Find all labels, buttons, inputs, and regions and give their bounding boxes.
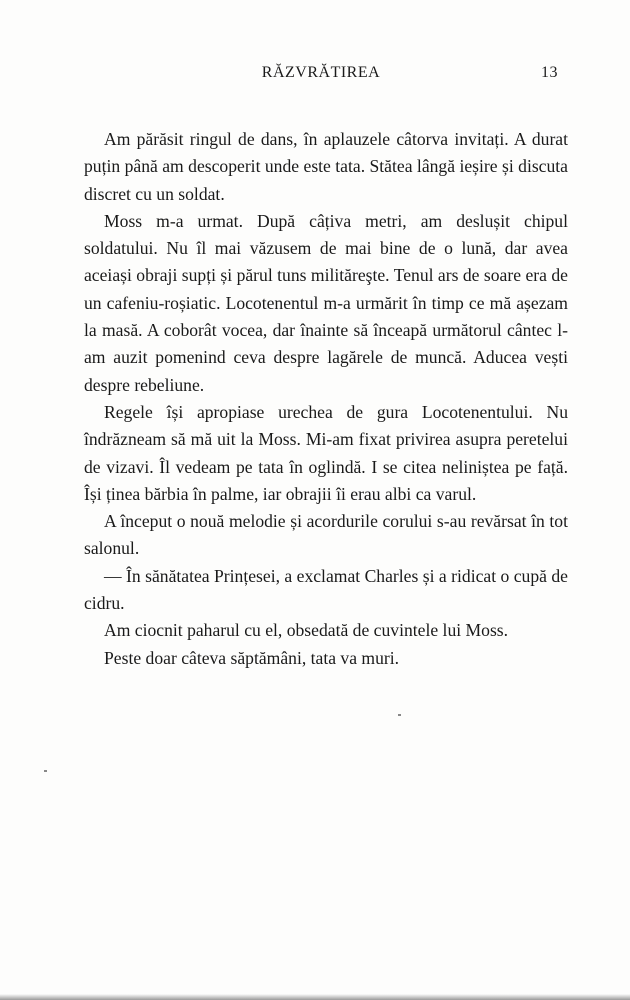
running-title: RĂZVRĂTIREA xyxy=(261,64,381,81)
scan-speck xyxy=(398,714,401,716)
page-number: 13 xyxy=(541,64,558,81)
scan-speck xyxy=(44,770,47,772)
paragraph: Am părăsit ringul de dans, în aplauzele câtorva invitați. A durat puțin până am descoperit unde este tata. Stătea lângă ieșire și discuta discret cu un soldat. xyxy=(84,129,568,204)
page-bottom-edge xyxy=(0,994,630,1000)
paragraph: Peste doar câteva săptămâni, tata va muri. xyxy=(104,647,400,668)
paragraph: Moss m-a urmat. După câțiva metri, am deslușit chipul soldatului. Nu îl mai văzusem de mai bine de o lună, dar avea aceiași obraji supți și părul tuns milităreşte. Tenul ars de soare era de un cafeniu-roșiatic. Locotenentul m-a urmărit în timp ce mă așezam la masă. A coborât vocea, dar înainte să înceapă următorul cântec l-am auzit pomenind ceva despre lagărele de muncă. Aducea vești despre rebeliune. xyxy=(84,210,568,395)
running-header xyxy=(84,64,558,86)
paragraph: A început o nouă melodie și acordurile corului s-au revărsat în tot salonul. xyxy=(84,511,568,559)
paragraph: Am ciocnit paharul cu el, obsedată de cuvintele lui Moss. xyxy=(104,620,509,641)
paragraph: — În sănătatea Prințesei, a exclamat Charles și a ridicat o cupă de cidru. xyxy=(84,565,568,614)
paragraph: Regele își apropiase urechea de gura Locotenentului. Nu îndrăzneam să mă uit la Moss. Mi-am fixat privirea asupra peretelui de vizavi. Îl vedeam pe tata în oglindă. I se citea neliniștea pe față. Își ținea bărbia în palme, iar obrajii îi erau albi ca varul. xyxy=(84,401,568,504)
body-text xyxy=(84,126,568,672)
